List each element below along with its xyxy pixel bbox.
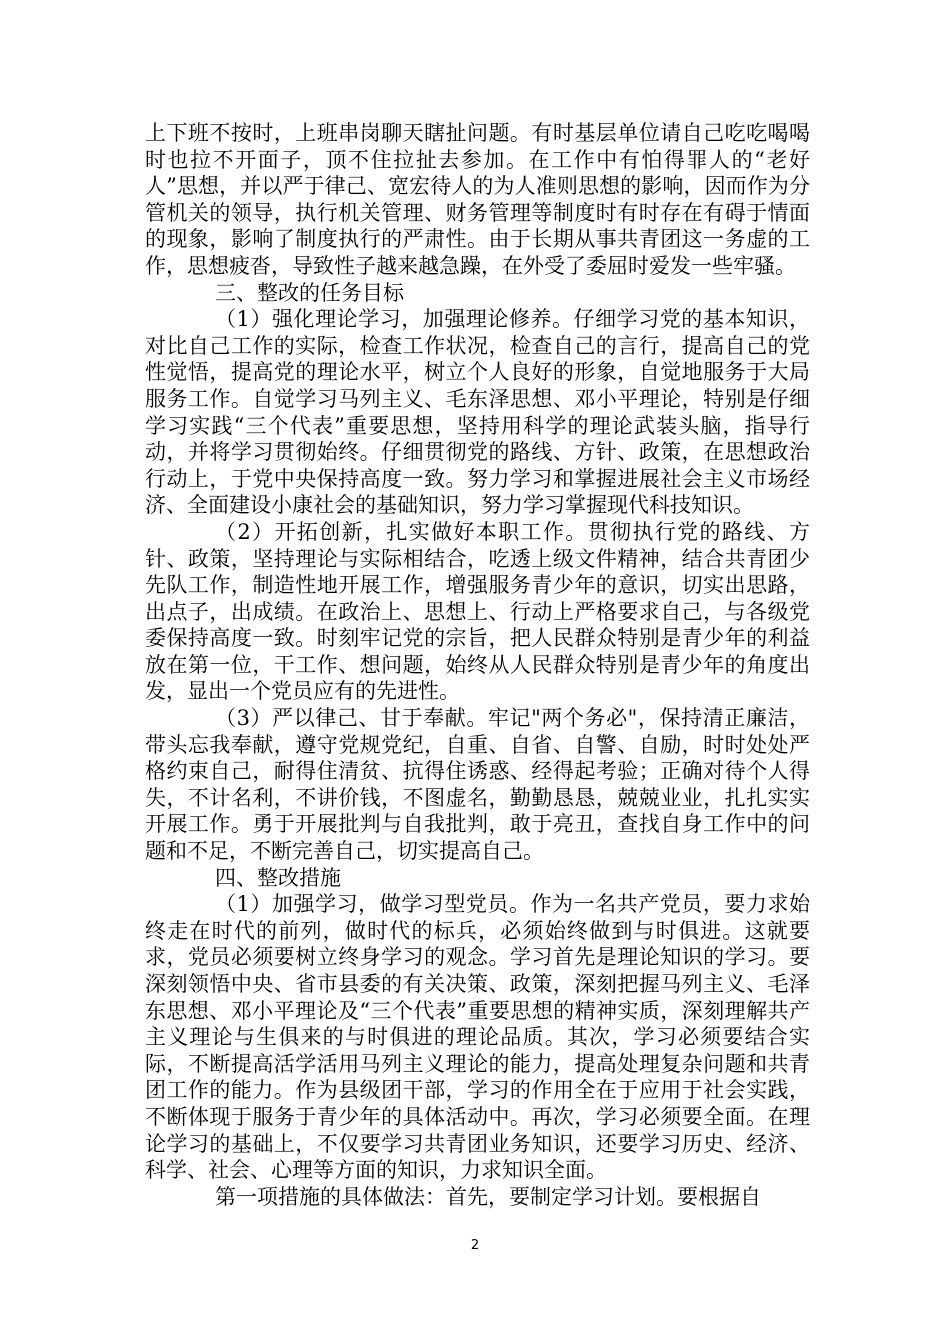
document-body [145, 120, 810, 1210]
section-heading-rectification-measures: 四、整改措施 [215, 865, 341, 890]
paragraph-goal-3-self-discipline: （3）严以律己、甘于奉献。牢记"两个务必"，保持清正廉洁，带头忘我奉献，遵守党规党纪，自重、自省、自警、自励，时时处处严格约束自己，耐得住清贫、抗得住诱惑、经得起考验；正确对待个人得失，不计名利，不讲价钱，不图虚名，勤勤恳恳，兢兢业业，扎扎实实开展工作。勇于开展批判与自我批判，敢于亮丑，查找自身工作中的问题和不足，不断完善自己，切实提高自己。 [145, 706, 810, 864]
page-number: 2 [470, 1238, 480, 1253]
paragraph-measure-1-learning: （1）加强学习，做学习型党员。作为一名共产党员，要力求始终走在时代的前列，做时代的标兵，必须始终做到与时俱进。这就要求，党员必须要树立终身学习的观念。学习首先是理论知识的学习。要深刻领悟中央、省市县委的有关决策、政策，深刻把握马列主义、毛泽东思想、邓小平理论及“三个代表”重要思想的精神实质，深刻理解共产主义理论与生俱来的与时俱进的理论品质。其次，学习必须要结合实际，不断提高活学活用马列主义理论的能力，提高处理复杂问题和共青团工作的能力。作为县级团干部，学习的作用全在于应用于社会实践，不断体现于服务于青少年的具体活动中。再次，学习必须要全面。在理论学习的基础上，不仅要学习共青团业务知识，还要学习历史、经济、科学、社会、心理等方面的知识，力求知识全面。 [145, 892, 810, 1183]
paragraph-measure-1-method: 第一项措施的具体做法：首先，要制定学习计划。要根据自 [215, 1184, 761, 1209]
section-heading-rectification-goals: 三、整改的任务目标 [215, 280, 404, 305]
paragraph-continued-self-criticism: 上下班不按时，上班串岗聊天瞎扯问题。有时基层单位请自己吃吃喝喝时也拉不开面子，顶不住拉扯去参加。在工作中有怕得罪人的“老好人”思想，并以严于律己、宽宏待人的为人准则思想的影响，因而作为分管机关的领导，执行机关管理、财务管理等制度时有时存在有碍于情面的现象，影响了制度执行的严肃性。由于长期从事共青团这一务虚的工作，思想疲沓，导致性子越来越急躁，在外受了委屈时爱发一些牢骚。 [145, 121, 810, 278]
paragraph-goal-1-theory-study: （1）强化理论学习，加强理论修养。仔细学习党的基本知识，对比自己工作的实际，检查工作状况，检查自己的言行，提高自己的党性觉悟，提高党的理论水平，树立个人良好的形象，自觉地服务于大局服务工作。自觉学习马列主义、毛东泽思想、邓小平理论，特别是仔细学习实践“三个代表”重要思想，坚持用科学的理论武装头脑，指导行动，并将学习贯彻始终。仔细贯彻党的路线、方针、政策，在思想政治行动上，于党中央保持高度一致。努力学习和掌握进展社会主义市场经济、全面建设小康社会的基础知识，努力学习掌握现代科技知识。 [145, 307, 810, 518]
paragraph-goal-2-innovation: （2）开拓创新，扎实做好本职工作。贯彻执行党的路线、方针、政策，坚持理论与实际相结合，吃透上级文件精神，结合共青团少先队工作，制造性地开展工作，增强服务青少年的意识，切实出思路，出点子，出成绩。在政治上、思想上、行动上严格要求自己，与各级党委保持高度一致。时刻牢记党的宗旨，把人民群众特别是青少年的利益放在第一位，干工作、想问题，始终从人民群众特别是青少年的角度出发，显出一个党员应有的先进性。 [145, 519, 810, 704]
